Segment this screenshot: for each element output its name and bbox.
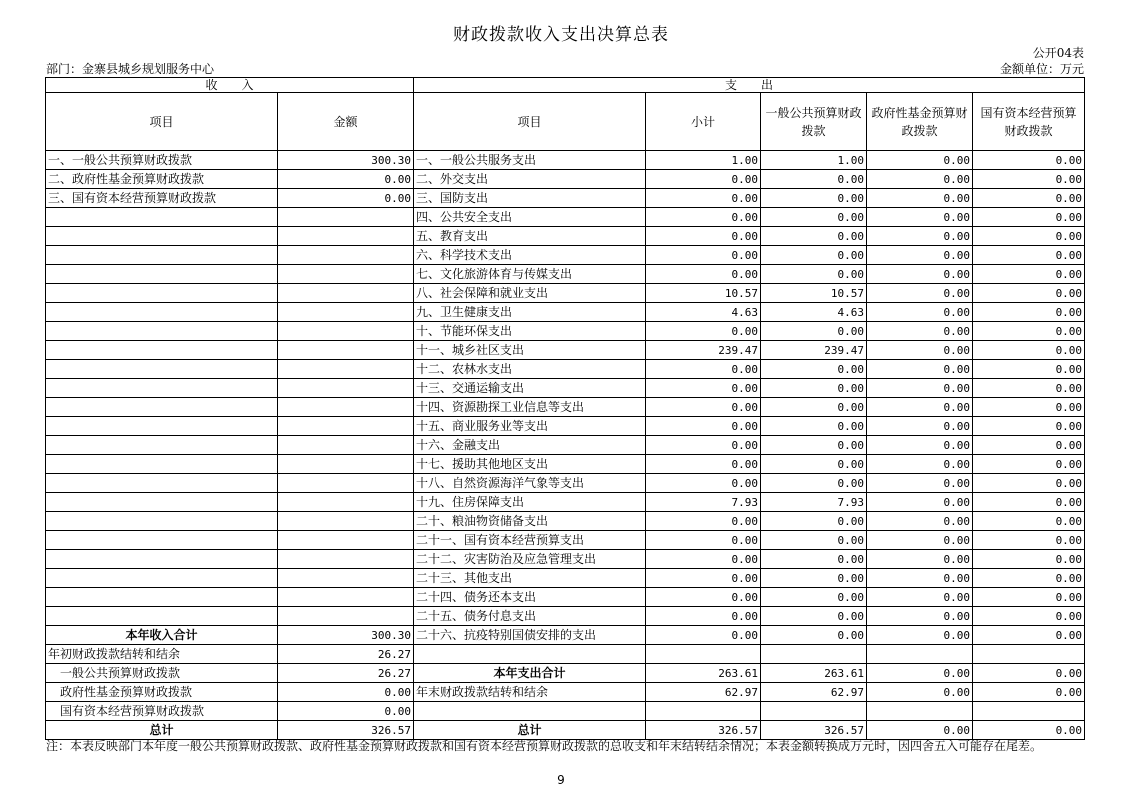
income-amount: 300.30 [278, 151, 414, 170]
income-amount [278, 588, 414, 607]
income-amount [278, 398, 414, 417]
expense-general-budget: 0.00 [761, 398, 867, 417]
empty-cell [761, 702, 867, 721]
expense-label: 九、卫生健康支出 [414, 303, 646, 322]
empty-cell [761, 645, 867, 664]
expense-general-budget: 263.61 [761, 664, 867, 683]
expense-subtotal: 239.47 [646, 341, 761, 360]
header-item: 项目 [46, 93, 278, 151]
income-label: 三、国有资本经营预算财政拨款 [46, 189, 278, 208]
page-number: 9 [557, 773, 565, 787]
expense-state-capital: 0.00 [973, 550, 1085, 569]
expense-state-capital: 0.00 [973, 227, 1085, 246]
expense-general-budget: 0.00 [761, 322, 867, 341]
expense-general-budget: 0.00 [761, 512, 867, 531]
expense-total-label: 本年支出合计 [414, 664, 646, 683]
grand-total-row [46, 721, 1085, 740]
header-amount: 金额 [278, 93, 414, 151]
income-amount [278, 474, 414, 493]
expense-label: 二十一、国有资本经营预算支出 [414, 531, 646, 550]
expense-general-budget: 239.47 [761, 341, 867, 360]
expense-state-capital: 0.00 [973, 208, 1085, 227]
income-amount [278, 607, 414, 626]
expense-gov-fund: 0.00 [867, 189, 973, 208]
carryover-gov-fund-row [46, 683, 1085, 702]
expense-label: 二、外交支出 [414, 170, 646, 189]
expense-state-capital: 0.00 [973, 607, 1085, 626]
income-label [46, 303, 278, 322]
expense-subtotal: 0.00 [646, 531, 761, 550]
income-amount [278, 436, 414, 455]
income-grand-total-label: 总计 [46, 721, 278, 740]
expense-subtotal: 0.00 [646, 569, 761, 588]
expense-subtotal: 0.00 [646, 322, 761, 341]
expense-gov-fund: 0.00 [867, 455, 973, 474]
expense-subtotal: 10.57 [646, 284, 761, 303]
income-amount [278, 246, 414, 265]
expense-state-capital: 0.00 [973, 512, 1085, 531]
table-row [46, 607, 1085, 626]
expense-gov-fund: 0.00 [867, 398, 973, 417]
expense-general-budget: 4.63 [761, 303, 867, 322]
section-income: 收 入 [46, 78, 414, 93]
expense-grand-total-label: 总计 [414, 721, 646, 740]
expense-subtotal: 0.00 [646, 474, 761, 493]
expense-gov-fund: 0.00 [867, 588, 973, 607]
carryover-gov-fund-amount: 0.00 [278, 683, 414, 702]
expense-subtotal: 0.00 [646, 455, 761, 474]
income-amount [278, 341, 414, 360]
expense-general-budget: 0.00 [761, 474, 867, 493]
expense-label: 四、公共安全支出 [414, 208, 646, 227]
expense-label: 二十二、灾害防治及应急管理支出 [414, 550, 646, 569]
income-label [46, 227, 278, 246]
expense-state-capital: 0.00 [973, 151, 1085, 170]
income-grand-total-amount: 326.57 [278, 721, 414, 740]
table-row [46, 227, 1085, 246]
expense-gov-fund: 0.00 [867, 208, 973, 227]
expense-label: 三、国防支出 [414, 189, 646, 208]
expense-state-capital: 0.00 [973, 569, 1085, 588]
expense-label: 七、文化旅游体育与传媒支出 [414, 265, 646, 284]
income-label [46, 265, 278, 284]
expense-general-budget: 0.00 [761, 436, 867, 455]
expense-subtotal: 0.00 [646, 265, 761, 284]
income-amount [278, 512, 414, 531]
year-end-label: 年末财政拨款结转和结余 [414, 683, 646, 702]
expense-subtotal: 0.00 [646, 189, 761, 208]
expense-general-budget: 0.00 [761, 531, 867, 550]
expense-general-budget: 0.00 [761, 246, 867, 265]
expense-general-budget: 62.97 [761, 683, 867, 702]
carryover-gov-fund-label: 政府性基金预算财政拨款 [46, 683, 278, 702]
expense-subtotal: 0.00 [646, 417, 761, 436]
expense-gov-fund: 0.00 [867, 550, 973, 569]
expense-label: 十九、住房保障支出 [414, 493, 646, 512]
expense-state-capital: 0.00 [973, 626, 1085, 645]
table-row [46, 626, 1085, 645]
expense-subtotal: 0.00 [646, 246, 761, 265]
expense-gov-fund: 0.00 [867, 303, 973, 322]
empty-cell [973, 645, 1085, 664]
expense-state-capital: 0.00 [973, 265, 1085, 284]
income-amount [278, 227, 414, 246]
expense-gov-fund: 0.00 [867, 531, 973, 550]
expense-label: 八、社会保障和就业支出 [414, 284, 646, 303]
table-row [46, 417, 1085, 436]
expense-general-budget: 0.00 [761, 626, 867, 645]
expense-state-capital: 0.00 [973, 379, 1085, 398]
expense-subtotal: 0.00 [646, 170, 761, 189]
fiscal-summary-table [45, 77, 1085, 740]
table-row [46, 208, 1085, 227]
expense-subtotal: 0.00 [646, 550, 761, 569]
empty-cell [867, 645, 973, 664]
header-exp-item: 项目 [414, 93, 646, 151]
expense-subtotal: 0.00 [646, 227, 761, 246]
table-row [46, 360, 1085, 379]
income-total-amount: 300.30 [278, 626, 414, 645]
income-label [46, 379, 278, 398]
income-amount [278, 531, 414, 550]
table-row [46, 455, 1085, 474]
expense-subtotal: 0.00 [646, 588, 761, 607]
expense-general-budget: 0.00 [761, 417, 867, 436]
expense-gov-fund: 0.00 [867, 360, 973, 379]
table-row [46, 189, 1085, 208]
expense-subtotal: 0.00 [646, 398, 761, 417]
income-label [46, 398, 278, 417]
expense-label: 十四、资源勘探工业信息等支出 [414, 398, 646, 417]
table-row [46, 569, 1085, 588]
department-label: 部门：金寨县城乡规划服务中心 [46, 62, 215, 76]
expense-state-capital: 0.00 [973, 436, 1085, 455]
expense-gov-fund: 0.00 [867, 417, 973, 436]
expense-label: 二十、粮油物资储备支出 [414, 512, 646, 531]
expense-subtotal: 0.00 [646, 208, 761, 227]
income-label [46, 512, 278, 531]
expense-label: 十五、商业服务业等支出 [414, 417, 646, 436]
expense-label: 二十三、其他支出 [414, 569, 646, 588]
expense-state-capital: 0.00 [973, 322, 1085, 341]
expense-general-budget: 326.57 [761, 721, 867, 740]
expense-subtotal: 0.00 [646, 360, 761, 379]
expense-general-budget: 0.00 [761, 360, 867, 379]
expense-state-capital: 0.00 [973, 588, 1085, 607]
income-label [46, 607, 278, 626]
expense-label: 二十六、抗疫特别国债安排的支出 [414, 626, 646, 645]
expense-state-capital: 0.00 [973, 189, 1085, 208]
expense-gov-fund: 0.00 [867, 436, 973, 455]
carryover-amount: 26.27 [278, 645, 414, 664]
carryover-general-amount: 26.27 [278, 664, 414, 683]
income-label [46, 208, 278, 227]
expense-subtotal: 0.00 [646, 626, 761, 645]
expense-gov-fund: 0.00 [867, 493, 973, 512]
form-code: 公开04表 [1032, 46, 1084, 60]
income-label [46, 474, 278, 493]
footnote: 注：本表反映部门本年度一般公共预算财政拨款、政府性基金预算财政拨款和国有资本经营预算财政拨款的总收支和年末结转结余情况；本表金额转换成万元时，因四舍五入可能存在尾差。 [46, 739, 1043, 753]
income-amount: 0.00 [278, 170, 414, 189]
expense-state-capital: 0.00 [973, 303, 1085, 322]
carryover-general-row [46, 664, 1085, 683]
income-amount [278, 455, 414, 474]
expense-gov-fund: 0.00 [867, 246, 973, 265]
expense-state-capital: 0.00 [973, 664, 1085, 683]
table-row [46, 322, 1085, 341]
table-row [46, 246, 1085, 265]
expense-label: 六、科学技术支出 [414, 246, 646, 265]
expense-state-capital: 0.00 [973, 360, 1085, 379]
header-gov-fund: 政府性基金预算财政拨款 [867, 93, 973, 151]
expense-gov-fund: 0.00 [867, 265, 973, 284]
expense-general-budget: 0.00 [761, 189, 867, 208]
income-label [46, 246, 278, 265]
income-amount [278, 208, 414, 227]
expense-general-budget: 0.00 [761, 170, 867, 189]
table-row [46, 588, 1085, 607]
expense-gov-fund: 0.00 [867, 170, 973, 189]
expense-general-budget: 0.00 [761, 569, 867, 588]
expense-gov-fund: 0.00 [867, 379, 973, 398]
carryover-state-capital-label: 国有资本经营预算财政拨款 [46, 702, 278, 721]
income-amount [278, 550, 414, 569]
expense-gov-fund: 0.00 [867, 151, 973, 170]
table-row [46, 493, 1085, 512]
expense-state-capital: 0.00 [973, 246, 1085, 265]
expense-subtotal: 7.93 [646, 493, 761, 512]
expense-general-budget: 0.00 [761, 607, 867, 626]
header-general-budget: 一般公共预算财政拨款 [761, 93, 867, 151]
column-header-row [46, 93, 1085, 151]
income-label [46, 588, 278, 607]
expense-subtotal: 0.00 [646, 379, 761, 398]
expense-subtotal: 263.61 [646, 664, 761, 683]
income-label [46, 569, 278, 588]
expense-gov-fund: 0.00 [867, 607, 973, 626]
expense-gov-fund: 0.00 [867, 683, 973, 702]
expense-general-budget: 0.00 [761, 588, 867, 607]
income-label [46, 531, 278, 550]
table-row [46, 379, 1085, 398]
empty-cell [973, 702, 1085, 721]
table-row [46, 550, 1085, 569]
expense-gov-fund: 0.00 [867, 227, 973, 246]
expense-gov-fund: 0.00 [867, 664, 973, 683]
income-amount: 0.00 [278, 189, 414, 208]
expense-gov-fund: 0.00 [867, 284, 973, 303]
income-amount [278, 322, 414, 341]
expense-general-budget: 0.00 [761, 265, 867, 284]
expense-general-budget: 0.00 [761, 550, 867, 569]
expense-gov-fund: 0.00 [867, 512, 973, 531]
expense-state-capital: 0.00 [973, 683, 1085, 702]
expense-subtotal: 62.97 [646, 683, 761, 702]
table-row [46, 151, 1085, 170]
expense-state-capital: 0.00 [973, 721, 1085, 740]
expense-subtotal: 326.57 [646, 721, 761, 740]
income-amount [278, 284, 414, 303]
empty-cell [646, 702, 761, 721]
table-row [46, 341, 1085, 360]
expense-state-capital: 0.00 [973, 493, 1085, 512]
table-row [46, 303, 1085, 322]
empty-cell [414, 702, 646, 721]
income-label [46, 493, 278, 512]
expense-state-capital: 0.00 [973, 170, 1085, 189]
table-row [46, 531, 1085, 550]
expense-label: 十一、城乡社区支出 [414, 341, 646, 360]
expense-general-budget: 0.00 [761, 208, 867, 227]
income-label: 一、一般公共预算财政拨款 [46, 151, 278, 170]
expense-label: 十八、自然资源海洋气象等支出 [414, 474, 646, 493]
table-row [46, 284, 1085, 303]
income-label [46, 322, 278, 341]
income-amount [278, 265, 414, 284]
header-subtotal: 小计 [646, 93, 761, 151]
expense-state-capital: 0.00 [973, 531, 1085, 550]
income-label [46, 550, 278, 569]
empty-cell [867, 702, 973, 721]
expense-label: 一、一般公共服务支出 [414, 151, 646, 170]
expense-subtotal: 4.63 [646, 303, 761, 322]
table-row [46, 436, 1085, 455]
income-total-label: 本年收入合计 [46, 626, 278, 645]
expense-subtotal: 0.00 [646, 512, 761, 531]
income-amount [278, 417, 414, 436]
expense-gov-fund: 0.00 [867, 569, 973, 588]
income-amount [278, 379, 414, 398]
expense-general-budget: 0.00 [761, 227, 867, 246]
carryover-label: 年初财政拨款结转和结余 [46, 645, 278, 664]
income-label [46, 436, 278, 455]
expense-state-capital: 0.00 [973, 417, 1085, 436]
carryover-state-capital-row [46, 702, 1085, 721]
table-body [46, 78, 1085, 740]
expense-subtotal: 0.00 [646, 436, 761, 455]
expense-general-budget: 0.00 [761, 379, 867, 398]
income-label [46, 284, 278, 303]
expense-general-budget: 1.00 [761, 151, 867, 170]
expense-label: 十、节能环保支出 [414, 322, 646, 341]
table-row [46, 170, 1085, 189]
expense-state-capital: 0.00 [973, 341, 1085, 360]
expense-gov-fund: 0.00 [867, 322, 973, 341]
carryover-general-label: 一般公共预算财政拨款 [46, 664, 278, 683]
expense-state-capital: 0.00 [973, 455, 1085, 474]
expense-label: 十二、农林水支出 [414, 360, 646, 379]
table-row [46, 474, 1085, 493]
expense-state-capital: 0.00 [973, 398, 1085, 417]
expense-state-capital: 0.00 [973, 474, 1085, 493]
expense-label: 二十五、债务付息支出 [414, 607, 646, 626]
table-row [46, 512, 1085, 531]
table-row [46, 265, 1085, 284]
section-header-row [46, 78, 1085, 93]
header-state-capital: 国有资本经营预算财政拨款 [973, 93, 1085, 151]
expense-general-budget: 7.93 [761, 493, 867, 512]
expense-state-capital: 0.00 [973, 284, 1085, 303]
expense-gov-fund: 0.00 [867, 626, 973, 645]
income-amount [278, 360, 414, 379]
expense-general-budget: 10.57 [761, 284, 867, 303]
income-label [46, 341, 278, 360]
income-amount [278, 569, 414, 588]
section-expense: 支 出 [414, 78, 1085, 93]
unit-label: 金额单位：万元 [999, 62, 1084, 76]
carryover-state-capital-amount: 0.00 [278, 702, 414, 721]
expense-label: 十六、金融支出 [414, 436, 646, 455]
expense-label: 五、教育支出 [414, 227, 646, 246]
expense-general-budget: 0.00 [761, 455, 867, 474]
expense-gov-fund: 0.00 [867, 721, 973, 740]
empty-cell [414, 645, 646, 664]
expense-label: 二十四、债务还本支出 [414, 588, 646, 607]
expense-label: 十三、交通运输支出 [414, 379, 646, 398]
empty-cell [646, 645, 761, 664]
expense-gov-fund: 0.00 [867, 341, 973, 360]
carryover-row [46, 645, 1085, 664]
page-title: 财政拨款收入支出决算总表 [453, 25, 669, 45]
income-amount [278, 303, 414, 322]
income-label [46, 417, 278, 436]
income-label: 二、政府性基金预算财政拨款 [46, 170, 278, 189]
expense-subtotal: 1.00 [646, 151, 761, 170]
table-row [46, 398, 1085, 417]
income-label [46, 455, 278, 474]
expense-subtotal: 0.00 [646, 607, 761, 626]
expense-label: 十七、援助其他地区支出 [414, 455, 646, 474]
income-label [46, 360, 278, 379]
expense-gov-fund: 0.00 [867, 474, 973, 493]
income-amount [278, 493, 414, 512]
